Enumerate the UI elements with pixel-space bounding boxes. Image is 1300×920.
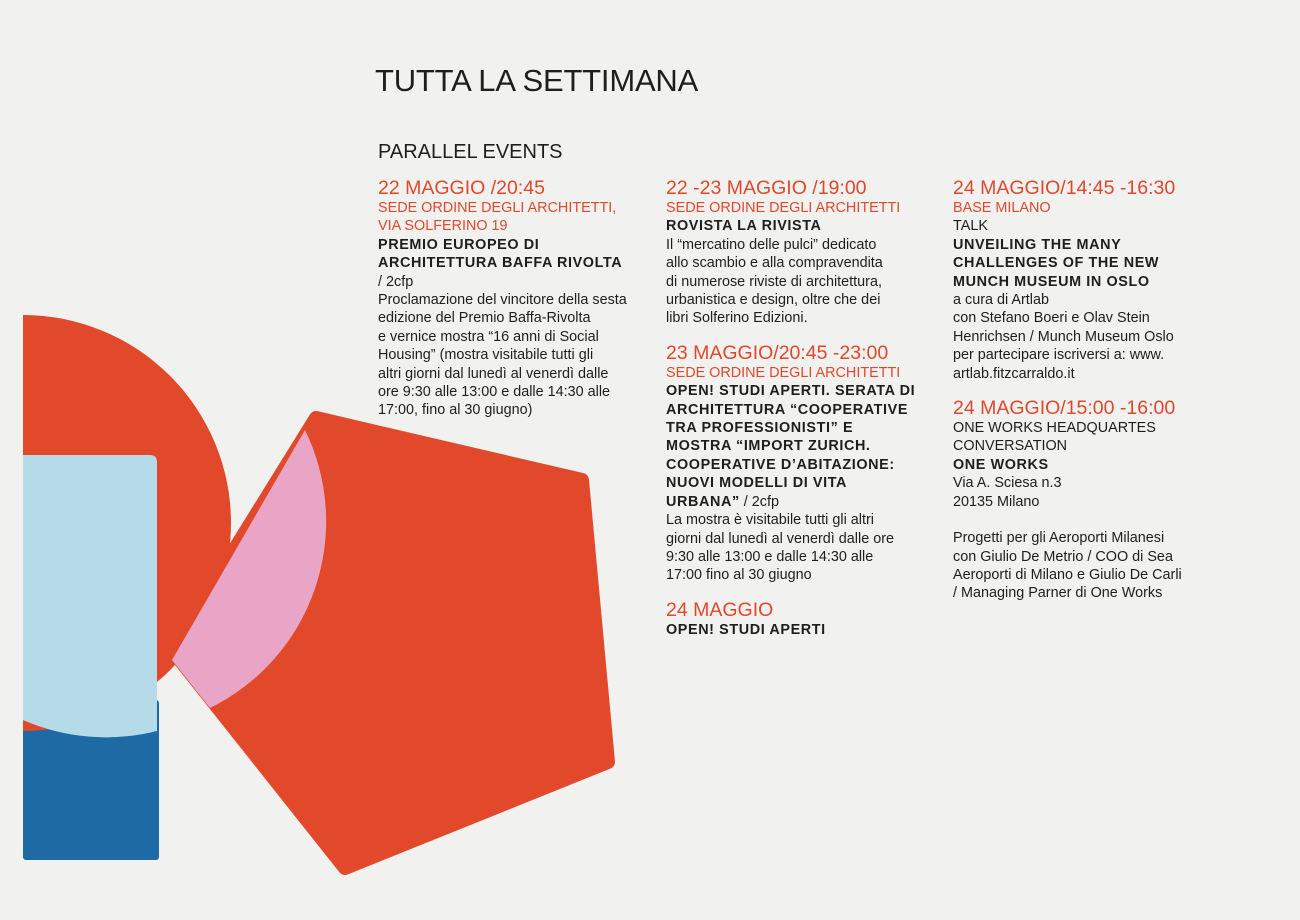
cfp-note: / 2cfp bbox=[739, 493, 779, 510]
event-date: 22 MAGGIO /20:45 bbox=[378, 177, 545, 199]
page-title: TUTTA LA SETTIMANA bbox=[375, 63, 699, 98]
event-venue: SEDE ORDINE DEGLI ARCHITETTI bbox=[666, 200, 901, 216]
event-date: 24 MAGGIO bbox=[666, 598, 774, 621]
event-description: La mostra è visitabile tutti gli altri giorni dal lunedì al venerdì dalle ore 9:30 alle 13:00 e dalle 14:30 alle 17:00 fino al 30 giugno bbox=[666, 512, 895, 584]
column-2 bbox=[666, 177, 936, 653]
event-rovista bbox=[666, 177, 936, 328]
event-date: 24 MAGGIO/14:45 -16:30 bbox=[953, 177, 1176, 199]
event-venue: SEDE ORDINE DEGLI ARCHITETTI bbox=[666, 364, 901, 381]
event-description: / 2cfp Proclamazione del vincitore della sesta edizione del Premio Baffa-Rivolta e vernice mostra “16 anni di Social Housing” (mostra visitabile tutti gli altri giorni dal lunedì al venerdì dalle ore 9:30 alle 13:00 e dalle 14:30 alle 17:00, fino al 30 giugno) bbox=[378, 273, 627, 419]
event-venue: BASE MILANO bbox=[953, 200, 1051, 216]
event-title: ROVISTA LA RIVISTA bbox=[666, 218, 822, 235]
event-date: 23 MAGGIO/20:45 -23:00 bbox=[666, 341, 889, 364]
light-blue-block bbox=[23, 455, 157, 737]
column-3 bbox=[953, 177, 1223, 617]
event-title: ONE WORKS bbox=[953, 456, 1049, 473]
event-open-studi bbox=[666, 599, 936, 639]
event-description: a cura di Artlab con Stefano Boeri e Olav Stein Henrichsen / Munch Museum Oslo per partecipare iscriversi a: www. artlab.fitzcarraldo.it bbox=[953, 291, 1223, 383]
event-munch bbox=[953, 177, 1223, 383]
event-label: ONE WORKS HEADQUARTES CONVERSATION bbox=[953, 420, 1156, 455]
column-1 bbox=[378, 177, 648, 434]
event-address: Via A. Sciesa n.3 20135 Milano bbox=[953, 475, 1062, 510]
event-title: UNVEILING THE MANY CHALLENGES OF THE NEW MUNCH MUSEUM IN OSLO bbox=[953, 236, 1160, 290]
registration-link: artlab.fitzcarraldo.it bbox=[953, 365, 1075, 382]
event-label: TALK bbox=[953, 218, 988, 235]
event-one-works bbox=[953, 397, 1223, 603]
event-title: OPEN! STUDI APERTI bbox=[666, 621, 826, 638]
event-venue: SEDE ORDINE DEGLI ARCHITETTI, VIA SOLFERINO 19 bbox=[378, 200, 617, 235]
event-description: Progetti per gli Aeroporti Milanesi con Giulio De Metrio / COO di Sea Aeroporti di Milano e Giulio De Carli / Managing Parner di One Works bbox=[953, 530, 1182, 602]
event-date: 24 MAGGIO/15:00 -16:00 bbox=[953, 397, 1176, 420]
event-premio bbox=[378, 177, 648, 420]
event-open-serata bbox=[666, 342, 936, 585]
event-title: PREMIO EUROPEO DI ARCHITETTURA BAFFA RIVOLTA bbox=[378, 236, 623, 272]
section-subtitle: PARALLEL EVENTS bbox=[378, 141, 563, 163]
event-description: Il “mercatino delle pulci” dedicato allo scambio e alla compravendita di numerose riviste di architettura, urbanistica e design, oltre che dei libri Solferino Edizioni. bbox=[666, 236, 883, 327]
event-title: OPEN! STUDI APERTI. SERATA DI ARCHITETTURA “COOPERATIVE TRA PROFESSIONISTI” E MOSTRA “IMPORT ZURICH. COOPERATIVE D’ABITAZIONE: NUOVI MODELLI DI VITA URBANA” / 2cfp bbox=[666, 383, 916, 510]
event-date: 22 -23 MAGGIO /19:00 bbox=[666, 177, 867, 199]
